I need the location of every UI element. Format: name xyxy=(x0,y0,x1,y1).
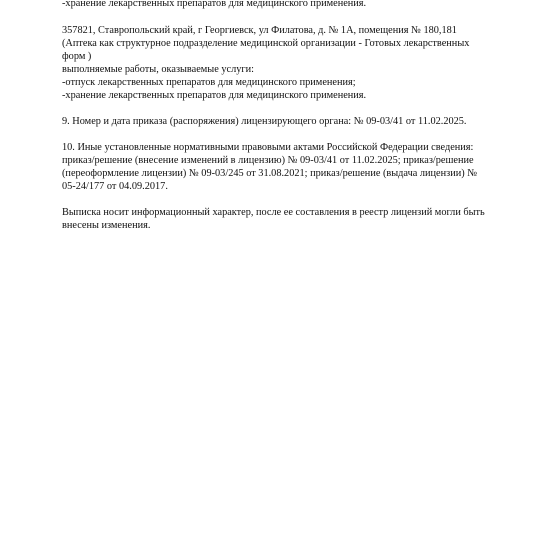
disclaimer-line-2: внесены изменения. xyxy=(62,220,151,231)
section-10-line-3: (переоформление лицензии) № 09-03/245 от 31.08.2021; приказ/решение (выдача лицензии) № xyxy=(62,168,478,179)
service-line-storage-top: -хранение лекарственных препаратов для медицинского применения. xyxy=(62,0,367,9)
section-9-order: 9. Номер и дата приказа (распоряжения) лицензирующего органа: № 09-03/41 от 11.02.2025. xyxy=(62,116,467,127)
address-line: 357821, Ставропольский край, г Георгиевск, ул Филатова, д. № 1А, помещения № 180,181 xyxy=(62,25,457,36)
service-line-dispensing: -отпуск лекарственных препаратов для медицинского применения; xyxy=(62,77,356,88)
section-10-line-4: 05-24/177 от 04.09.2017. xyxy=(62,181,168,192)
org-type-line-2: форм ) xyxy=(62,51,92,62)
org-type-line-1: (Аптека как структурное подразделение медицинской организации - Готовых лекарственных xyxy=(62,38,470,49)
section-10-line-1: 10. Иные установленные нормативными правовыми актами Российской Федерации сведения: xyxy=(62,142,474,153)
service-line-storage: -хранение лекарственных препаратов для медицинского применения. xyxy=(62,90,367,101)
works-heading: выполняемые работы, оказываемые услуги: xyxy=(62,64,254,75)
section-10-line-2: приказ/решение (внесение изменений в лицензию) № 09-03/41 от 11.02.2025; приказ/решение xyxy=(62,155,474,166)
disclaimer-line-1: Выписка носит информационный характер, после ее составления в реестр лицензий могли быть xyxy=(62,207,485,218)
